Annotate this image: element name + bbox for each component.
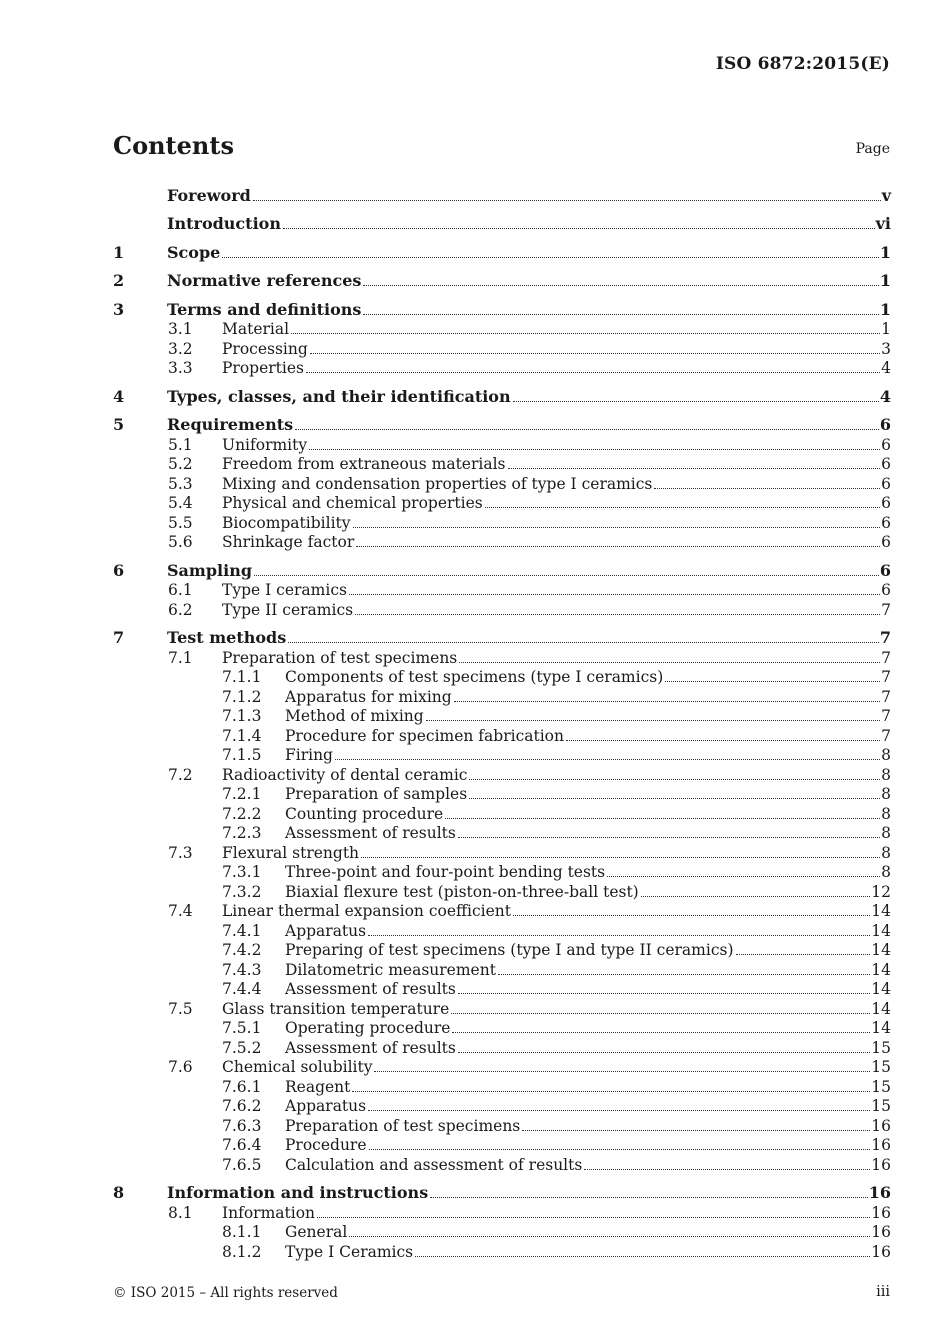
toc-entry-page: 3 bbox=[881, 339, 891, 358]
toc-entry-page: 6 bbox=[881, 435, 891, 454]
table-of-contents bbox=[113, 185, 891, 1261]
toc-entry[interactable] bbox=[113, 493, 891, 513]
toc-entry-number: 6 bbox=[113, 560, 125, 580]
toc-entry-page: 6 bbox=[881, 513, 891, 532]
toc-entry-title: Normative references bbox=[167, 271, 362, 291]
toc-entry[interactable] bbox=[113, 532, 891, 552]
dot-leader bbox=[283, 227, 875, 229]
dot-leader bbox=[310, 352, 880, 354]
toc-entry-number: 7.6.5 bbox=[222, 1155, 262, 1174]
dot-leader bbox=[253, 199, 881, 201]
toc-entry[interactable] bbox=[113, 979, 891, 999]
toc-entry-number: 2 bbox=[113, 271, 125, 291]
toc-entry-number: 7.4.2 bbox=[222, 941, 262, 960]
toc-entry-page: 8 bbox=[881, 804, 891, 823]
toc-entry-title: Dilatometric measurement bbox=[285, 960, 496, 979]
toc-entry-title: Calculation and assessment of results bbox=[285, 1155, 583, 1174]
dot-leader bbox=[469, 778, 880, 780]
toc-entry[interactable] bbox=[113, 745, 891, 765]
dot-leader bbox=[222, 256, 879, 258]
toc-entry-title: Type II ceramics bbox=[222, 600, 354, 619]
toc-entry-page: 6 bbox=[881, 581, 891, 600]
toc-entry-number: 7.6.4 bbox=[222, 1136, 262, 1155]
toc-entry-page: 7 bbox=[879, 628, 891, 648]
toc-entry-number: 5.2 bbox=[168, 455, 193, 474]
toc-entry-title: Chemical solubility bbox=[222, 1058, 373, 1077]
toc-entry-title: Properties bbox=[222, 359, 304, 378]
toc-entry-number: 7.1.4 bbox=[222, 726, 262, 745]
toc-entry[interactable] bbox=[113, 627, 891, 647]
dot-leader bbox=[306, 371, 880, 373]
toc-entry[interactable] bbox=[113, 1241, 891, 1261]
toc-entry-page: 14 bbox=[871, 999, 891, 1018]
toc-entry[interactable] bbox=[113, 784, 891, 804]
toc-entry-title: Procedure bbox=[285, 1136, 367, 1155]
toc-entry[interactable] bbox=[113, 881, 891, 901]
toc-entry-page: 16 bbox=[871, 1136, 891, 1155]
toc-entry-page: 7 bbox=[881, 707, 891, 726]
toc-entry[interactable] bbox=[113, 920, 891, 940]
toc-entry-title: Method of mixing bbox=[285, 707, 424, 726]
dot-leader bbox=[458, 1051, 870, 1053]
toc-entry-title: Counting procedure bbox=[285, 804, 444, 823]
toc-entry-title: Terms and definitions bbox=[167, 299, 362, 319]
dot-leader bbox=[363, 284, 878, 286]
dot-leader bbox=[352, 1090, 870, 1092]
dot-leader bbox=[309, 448, 880, 450]
toc-entry[interactable] bbox=[113, 454, 891, 474]
toc-entry-page: 6 bbox=[879, 560, 891, 580]
toc-entry[interactable] bbox=[113, 1135, 891, 1155]
toc-entry-number: 7.2 bbox=[168, 765, 193, 784]
toc-entry[interactable] bbox=[113, 338, 891, 358]
toc-entry-number: 7.1.5 bbox=[222, 746, 262, 765]
toc-entry-title: Reagent bbox=[285, 1077, 351, 1096]
dot-leader bbox=[566, 739, 880, 741]
toc-entry-page: 16 bbox=[871, 1203, 891, 1222]
dot-leader bbox=[665, 680, 880, 682]
toc-entry-number: 3.3 bbox=[168, 359, 193, 378]
toc-entry-page: 8 bbox=[881, 843, 891, 862]
toc-entry[interactable] bbox=[113, 1222, 891, 1242]
dot-leader bbox=[445, 817, 880, 819]
toc-entry[interactable] bbox=[113, 242, 891, 262]
toc-entry-title: Linear thermal expansion coefficient bbox=[222, 902, 511, 921]
toc-entry-page: 1 bbox=[881, 320, 891, 339]
dot-leader bbox=[349, 593, 880, 595]
toc-entry-title: Assessment of results bbox=[285, 980, 456, 999]
toc-entry-title: Components of test specimens (type I ceramics) bbox=[285, 668, 664, 687]
dot-leader bbox=[368, 1109, 870, 1111]
toc-entry[interactable] bbox=[113, 1057, 891, 1077]
toc-entry-page: 16 bbox=[871, 1155, 891, 1174]
toc-entry-title: Procedure for specimen fabrication bbox=[285, 726, 564, 745]
toc-entry-page: 12 bbox=[871, 882, 891, 901]
toc-entry-title: Operating procedure bbox=[285, 1019, 451, 1038]
toc-entry[interactable] bbox=[113, 580, 891, 600]
toc-entry-number: 5.1 bbox=[168, 435, 193, 454]
toc-entry[interactable] bbox=[113, 358, 891, 378]
toc-entry-number: 7.6.1 bbox=[222, 1077, 262, 1096]
toc-entry-number: 7.4.3 bbox=[222, 960, 262, 979]
toc-entry-page: 1 bbox=[879, 271, 891, 291]
page-column-label: Page bbox=[855, 141, 890, 157]
toc-entry[interactable] bbox=[113, 764, 891, 784]
toc-entry-title: Requirements bbox=[167, 415, 294, 435]
toc-entry-page: 14 bbox=[871, 980, 891, 999]
toc-entry[interactable] bbox=[113, 959, 891, 979]
toc-entry[interactable] bbox=[113, 725, 891, 745]
toc-entry[interactable] bbox=[113, 270, 891, 290]
toc-entry-title: Three-point and four-point bending tests bbox=[285, 863, 606, 882]
toc-entry-title: Information bbox=[222, 1203, 316, 1222]
dot-leader bbox=[454, 700, 880, 702]
toc-entry-title: Material bbox=[222, 320, 290, 339]
toc-entry[interactable] bbox=[113, 599, 891, 619]
dot-leader bbox=[317, 1216, 870, 1218]
toc-entry-title: Flexural strength bbox=[222, 843, 360, 862]
toc-entry[interactable] bbox=[113, 842, 891, 862]
toc-entry-title: Assessment of results bbox=[285, 824, 456, 843]
toc-entry-number: 7.6.2 bbox=[222, 1097, 262, 1116]
toc-entry-number: 5.3 bbox=[168, 474, 193, 493]
toc-entry[interactable] bbox=[113, 667, 891, 687]
toc-entry-title: Scope bbox=[167, 242, 221, 262]
dot-leader bbox=[430, 1196, 868, 1198]
toc-entry[interactable] bbox=[113, 213, 891, 233]
toc-entry-title: Glass transition temperature bbox=[222, 999, 450, 1018]
toc-entry[interactable] bbox=[113, 386, 891, 406]
toc-entry-title: Biocompatibility bbox=[222, 513, 351, 532]
toc-entry-page: 14 bbox=[871, 921, 891, 940]
dot-leader bbox=[458, 836, 880, 838]
toc-entry-page: 7 bbox=[881, 648, 891, 667]
toc-entry-number: 3 bbox=[113, 299, 125, 319]
dot-leader bbox=[368, 934, 870, 936]
toc-entry[interactable] bbox=[113, 1182, 891, 1202]
toc-entry[interactable] bbox=[113, 803, 891, 823]
toc-entry-number: 7.3 bbox=[168, 843, 193, 862]
toc-entry-number: 7.4.1 bbox=[222, 921, 262, 940]
toc-entry[interactable] bbox=[113, 940, 891, 960]
dot-leader bbox=[356, 545, 880, 547]
dot-leader bbox=[522, 1129, 870, 1131]
toc-entry-title: Apparatus for mixing bbox=[285, 687, 452, 706]
page-title: Contents bbox=[113, 131, 234, 160]
toc-entry-title: Physical and chemical properties bbox=[222, 494, 483, 513]
dot-leader bbox=[469, 797, 880, 799]
toc-entry-title: Test methods bbox=[167, 628, 287, 648]
toc-entry[interactable] bbox=[113, 1018, 891, 1038]
toc-entry-number: 7.3.1 bbox=[222, 863, 262, 882]
toc-entry-page: 16 bbox=[871, 1242, 891, 1261]
toc-entry-number: 7.1.3 bbox=[222, 707, 262, 726]
dot-leader bbox=[335, 758, 880, 760]
toc-entry-title: Preparing of test specimens (type I and type II ceramics) bbox=[285, 941, 734, 960]
toc-entry-page: 8 bbox=[881, 765, 891, 784]
toc-entry-number: 6.2 bbox=[168, 600, 193, 619]
dot-leader bbox=[361, 856, 880, 858]
toc-entry[interactable] bbox=[113, 185, 891, 205]
toc-entry-title: Processing bbox=[222, 339, 308, 358]
toc-entry-number: 7.1.2 bbox=[222, 687, 262, 706]
dot-leader bbox=[459, 661, 880, 663]
toc-entry-title: Apparatus bbox=[285, 921, 367, 940]
toc-entry-page: 1 bbox=[879, 299, 891, 319]
dot-leader bbox=[607, 875, 880, 877]
dot-leader bbox=[349, 1235, 870, 1237]
toc-entry-number: 4 bbox=[113, 386, 125, 406]
toc-entry-number: 3.1 bbox=[168, 320, 193, 339]
toc-entry[interactable] bbox=[113, 862, 891, 882]
dot-leader bbox=[641, 895, 871, 897]
toc-entry-title: Preparation of test specimens bbox=[285, 1116, 521, 1135]
toc-entry-page: 16 bbox=[871, 1116, 891, 1135]
toc-entry-page: 14 bbox=[871, 941, 891, 960]
toc-entry[interactable] bbox=[113, 998, 891, 1018]
toc-entry-page: 4 bbox=[881, 359, 891, 378]
toc-entry-page: 6 bbox=[881, 533, 891, 552]
toc-entry-page: 16 bbox=[868, 1183, 891, 1203]
toc-entry-number: 7.5.1 bbox=[222, 1019, 262, 1038]
toc-entry-page: 15 bbox=[871, 1058, 891, 1077]
toc-entry[interactable] bbox=[113, 319, 891, 339]
toc-entry-number: 7.2.1 bbox=[222, 785, 262, 804]
toc-entry-number: 5.6 bbox=[168, 533, 193, 552]
toc-entry-number: 1 bbox=[113, 242, 125, 262]
toc-entry-title: Type I ceramics bbox=[222, 581, 347, 600]
toc-entry-page: 16 bbox=[871, 1223, 891, 1242]
toc-entry-number: 7 bbox=[113, 628, 125, 648]
toc-entry-page: 7 bbox=[881, 600, 891, 619]
toc-entry-number: 8 bbox=[113, 1183, 125, 1203]
toc-entry[interactable] bbox=[113, 1037, 891, 1057]
dot-leader bbox=[513, 400, 879, 402]
dot-leader bbox=[288, 641, 879, 643]
toc-entry-page: vi bbox=[875, 214, 891, 234]
toc-entry-number: 5 bbox=[113, 415, 125, 435]
toc-entry-page: v bbox=[881, 185, 891, 205]
toc-entry-number: 7.6 bbox=[168, 1058, 193, 1077]
dot-leader bbox=[654, 487, 880, 489]
toc-entry-title: Shrinkage factor bbox=[222, 533, 355, 552]
dot-leader bbox=[254, 574, 879, 576]
toc-entry-page: 7 bbox=[881, 668, 891, 687]
dot-leader bbox=[355, 613, 880, 615]
dot-leader bbox=[584, 1168, 870, 1170]
toc-entry-number: 5.5 bbox=[168, 513, 193, 532]
toc-entry-page: 14 bbox=[871, 960, 891, 979]
toc-entry-number: 8.1.2 bbox=[222, 1242, 262, 1261]
page-number: iii bbox=[876, 1284, 890, 1300]
toc-entry-number: 8.1 bbox=[168, 1203, 193, 1222]
toc-entry[interactable] bbox=[113, 1096, 891, 1116]
toc-entry-title: Freedom from extraneous materials bbox=[222, 455, 506, 474]
toc-entry-number: 7.2.2 bbox=[222, 804, 262, 823]
dot-leader bbox=[369, 1148, 871, 1150]
toc-entry[interactable] bbox=[113, 686, 891, 706]
toc-entry-title: Uniformity bbox=[222, 435, 308, 454]
toc-entry-page: 15 bbox=[871, 1077, 891, 1096]
toc-entry-number: 5.4 bbox=[168, 494, 193, 513]
toc-entry-page: 14 bbox=[871, 1019, 891, 1038]
toc-entry-page: 8 bbox=[881, 785, 891, 804]
toc-entry-page: 1 bbox=[879, 242, 891, 262]
toc-entry-title: Radioactivity of dental ceramic bbox=[222, 765, 468, 784]
toc-entry-number: 7.5 bbox=[168, 999, 193, 1018]
toc-entry[interactable] bbox=[113, 512, 891, 532]
dot-leader bbox=[508, 467, 881, 469]
toc-entry-title: Assessment of results bbox=[285, 1038, 456, 1057]
toc-entry-page: 6 bbox=[881, 474, 891, 493]
toc-entry[interactable] bbox=[113, 1154, 891, 1174]
toc-entry[interactable] bbox=[113, 901, 891, 921]
toc-entry-title: Introduction bbox=[167, 214, 281, 234]
toc-entry-page: 6 bbox=[881, 494, 891, 513]
dot-leader bbox=[415, 1255, 870, 1257]
toc-entry-number: 3.2 bbox=[168, 339, 193, 358]
toc-entry-number: 8.1.1 bbox=[222, 1223, 262, 1242]
dot-leader bbox=[426, 719, 880, 721]
toc-entry-title: Information and instructions bbox=[167, 1183, 429, 1203]
dot-leader bbox=[295, 428, 879, 430]
toc-entry-page: 14 bbox=[871, 902, 891, 921]
toc-entry-page: 7 bbox=[881, 687, 891, 706]
toc-entry[interactable] bbox=[113, 299, 891, 319]
toc-entry-page: 4 bbox=[879, 386, 891, 406]
toc-entry-title: Preparation of test specimens bbox=[222, 648, 458, 667]
dot-leader bbox=[458, 992, 870, 994]
toc-entry-page: 6 bbox=[879, 415, 891, 435]
toc-entry-title: Preparation of samples bbox=[285, 785, 468, 804]
toc-entry-title: Sampling bbox=[167, 560, 253, 580]
standard-identifier: ISO 6872:2015(E) bbox=[715, 54, 890, 74]
toc-entry[interactable] bbox=[113, 434, 891, 454]
toc-entry-title: Types, classes, and their identification bbox=[167, 386, 511, 406]
toc-entry-page: 8 bbox=[881, 824, 891, 843]
toc-entry[interactable] bbox=[113, 560, 891, 580]
dot-leader bbox=[513, 914, 870, 916]
toc-entry-title: Foreword bbox=[167, 185, 251, 205]
toc-entry[interactable] bbox=[113, 1076, 891, 1096]
dot-leader bbox=[451, 1012, 870, 1014]
toc-entry-page: 15 bbox=[871, 1038, 891, 1057]
toc-entry-title: Biaxial flexure test (piston-on-three-ball test) bbox=[285, 882, 639, 901]
toc-entry-number: 7.6.3 bbox=[222, 1116, 262, 1135]
toc-entry-page: 15 bbox=[871, 1097, 891, 1116]
dot-leader bbox=[291, 332, 880, 334]
dot-leader bbox=[485, 506, 880, 508]
toc-entry-number: 7.4.4 bbox=[222, 980, 262, 999]
toc-entry-number: 7.5.2 bbox=[222, 1038, 262, 1057]
toc-entry[interactable] bbox=[113, 647, 891, 667]
toc-entry-page: 8 bbox=[881, 863, 891, 882]
toc-entry-title: General bbox=[285, 1223, 348, 1242]
toc-entry[interactable] bbox=[113, 706, 891, 726]
dot-leader bbox=[353, 526, 881, 528]
toc-entry[interactable] bbox=[113, 823, 891, 843]
toc-entry[interactable] bbox=[113, 1202, 891, 1222]
toc-entry-page: 7 bbox=[881, 726, 891, 745]
toc-entry-page: 6 bbox=[881, 455, 891, 474]
toc-entry-number: 7.4 bbox=[168, 902, 193, 921]
toc-entry-page: 8 bbox=[881, 746, 891, 765]
dot-leader bbox=[498, 973, 870, 975]
toc-entry-number: 7.1 bbox=[168, 648, 193, 667]
toc-entry-title: Apparatus bbox=[285, 1097, 367, 1116]
toc-entry-number: 7.2.3 bbox=[222, 824, 262, 843]
copyright-notice: © ISO 2015 – All rights reserved bbox=[113, 1285, 338, 1301]
toc-entry-number: 7.1.1 bbox=[222, 668, 262, 687]
toc-entry-title: Type I Ceramics bbox=[285, 1242, 414, 1261]
dot-leader bbox=[736, 953, 871, 955]
dot-leader bbox=[374, 1070, 870, 1072]
toc-entry-number: 6.1 bbox=[168, 581, 193, 600]
dot-leader bbox=[363, 313, 878, 315]
toc-entry-number: 7.3.2 bbox=[222, 882, 262, 901]
toc-entry-title: Firing bbox=[285, 746, 333, 765]
toc-entry-title: Mixing and condensation properties of type I ceramics bbox=[222, 474, 653, 493]
toc-entry[interactable] bbox=[113, 1115, 891, 1135]
toc-entry[interactable] bbox=[113, 414, 891, 434]
toc-entry[interactable] bbox=[113, 473, 891, 493]
dot-leader bbox=[452, 1031, 870, 1033]
